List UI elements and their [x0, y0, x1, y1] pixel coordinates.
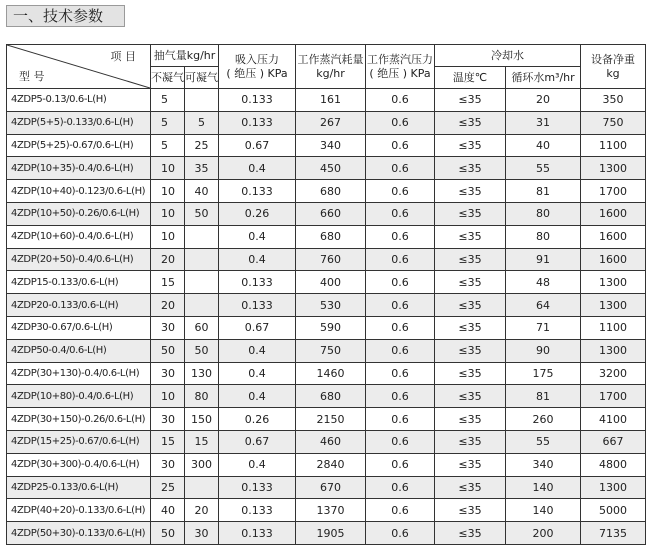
model-cell: 4ZDP(30+130)-0.4/0.6-L(H) — [7, 362, 151, 385]
model-cell: 4ZDP20-0.133/0.6-L(H) — [7, 294, 151, 317]
table-row — [7, 316, 646, 339]
condensable-cell — [185, 294, 219, 317]
steam-pressure-cell: 0.6 — [366, 180, 435, 203]
steam-pressure-label: 工作蒸汽压力 — [367, 52, 433, 66]
table-row — [7, 339, 646, 362]
net-weight-cell: 1100 — [581, 134, 646, 157]
inlet-pressure-cell: 0.4 — [219, 339, 296, 362]
circulating-water-cell: 64 — [506, 294, 581, 317]
table-body — [7, 89, 646, 545]
non-condensable-cell: 20 — [151, 294, 185, 317]
model-cell: 4ZDP(10+80)-0.4/0.6-L(H) — [7, 385, 151, 408]
non-condensable-cell: 10 — [151, 180, 185, 203]
net-weight-header — [581, 45, 646, 89]
temperature-cell: ≤35 — [435, 89, 506, 112]
circulating-water-cell: 55 — [506, 430, 581, 453]
steam-pressure-cell: 0.6 — [366, 476, 435, 499]
circulating-water-cell: 260 — [506, 408, 581, 431]
steam-pressure-cell: 0.6 — [366, 316, 435, 339]
steam-pressure-header — [366, 45, 435, 89]
non-condensable-cell: 30 — [151, 362, 185, 385]
inlet-pressure-cell: 0.133 — [219, 271, 296, 294]
non-condensable-cell: 10 — [151, 225, 185, 248]
circulating-water-cell: 40 — [506, 134, 581, 157]
non-condensable-cell: 5 — [151, 111, 185, 134]
circulating-water-cell: 81 — [506, 180, 581, 203]
temperature-cell: ≤35 — [435, 339, 506, 362]
steam-pressure-cell: 0.6 — [366, 134, 435, 157]
circulating-water-cell: 31 — [506, 111, 581, 134]
steam-pressure-cell: 0.6 — [366, 522, 435, 545]
temperature-cell: ≤35 — [435, 134, 506, 157]
condensable-cell: 50 — [185, 202, 219, 225]
circulating-water-cell: 175 — [506, 362, 581, 385]
condensable-cell: 5 — [185, 111, 219, 134]
table-row — [7, 408, 646, 431]
non-condensable-cell: 50 — [151, 339, 185, 362]
temperature-header: 温度℃ — [435, 67, 506, 89]
steam-pressure-cell: 0.6 — [366, 157, 435, 180]
inlet-pressure-cell: 0.133 — [219, 180, 296, 203]
temperature-cell: ≤35 — [435, 225, 506, 248]
section-title: 一、技术参数 — [6, 5, 125, 27]
table-row — [7, 202, 646, 225]
condensable-cell: 25 — [185, 134, 219, 157]
steam-consumption-cell: 670 — [296, 476, 366, 499]
steam-consumption-cell: 680 — [296, 180, 366, 203]
net-weight-cell: 1100 — [581, 316, 646, 339]
table-row — [7, 89, 646, 112]
net-weight-cell: 7135 — [581, 522, 646, 545]
table-row — [7, 271, 646, 294]
inlet-pressure-cell: 0.67 — [219, 430, 296, 453]
steam-pressure-cell: 0.6 — [366, 111, 435, 134]
condensable-cell — [185, 89, 219, 112]
condensable-cell — [185, 225, 219, 248]
steam-consumption-cell: 2840 — [296, 453, 366, 476]
steam-pressure-cell: 0.6 — [366, 453, 435, 476]
table-row — [7, 385, 646, 408]
steam-consumption-cell: 267 — [296, 111, 366, 134]
net-weight-cell: 1700 — [581, 385, 646, 408]
model-cell: 4ZDP50-0.4/0.6-L(H) — [7, 339, 151, 362]
net-weight-cell: 1600 — [581, 248, 646, 271]
table-row — [7, 453, 646, 476]
model-cell: 4ZDP(15+25)-0.67/0.6-L(H) — [7, 430, 151, 453]
steam-pressure-cell: 0.6 — [366, 225, 435, 248]
condensable-cell: 300 — [185, 453, 219, 476]
inlet-pressure-cell: 0.26 — [219, 202, 296, 225]
temperature-cell: ≤35 — [435, 202, 506, 225]
non-condensable-cell: 50 — [151, 522, 185, 545]
net-weight-cell: 5000 — [581, 499, 646, 522]
inlet-pressure-cell: 0.133 — [219, 294, 296, 317]
table-row — [7, 522, 646, 545]
steam-pressure-cell: 0.6 — [366, 339, 435, 362]
non-condensable-cell: 15 — [151, 271, 185, 294]
inlet-pressure-cell: 0.133 — [219, 476, 296, 499]
circulating-water-cell: 48 — [506, 271, 581, 294]
steam-consumption-cell: 400 — [296, 271, 366, 294]
circulating-water-cell: 55 — [506, 157, 581, 180]
table-row — [7, 362, 646, 385]
model-cell: 4ZDP5-0.13/0.6-L(H) — [7, 89, 151, 112]
steam-pressure-cell: 0.6 — [366, 202, 435, 225]
steam-consumption-cell: 750 — [296, 339, 366, 362]
temperature-cell: ≤35 — [435, 180, 506, 203]
inlet-pressure-unit: ( 绝压 ) KPa — [226, 66, 288, 80]
inlet-pressure-cell: 0.67 — [219, 134, 296, 157]
steam-consumption-label: 工作蒸汽耗量 — [297, 52, 364, 66]
non-condensable-header: 不凝气 — [151, 67, 185, 89]
steam-pressure-cell: 0.6 — [366, 248, 435, 271]
condensable-cell: 130 — [185, 362, 219, 385]
steam-pressure-cell: 0.6 — [366, 430, 435, 453]
technical-parameters-table — [6, 44, 646, 545]
table-row — [7, 134, 646, 157]
non-condensable-cell: 25 — [151, 476, 185, 499]
non-condensable-cell: 5 — [151, 134, 185, 157]
temperature-cell: ≤35 — [435, 522, 506, 545]
temperature-cell: ≤35 — [435, 294, 506, 317]
temperature-cell: ≤35 — [435, 453, 506, 476]
condensable-cell — [185, 271, 219, 294]
temperature-cell: ≤35 — [435, 271, 506, 294]
steam-consumption-header — [296, 45, 366, 89]
net-weight-cell: 350 — [581, 89, 646, 112]
net-weight-cell: 4100 — [581, 408, 646, 431]
temperature-cell: ≤35 — [435, 362, 506, 385]
circulating-water-cell: 90 — [506, 339, 581, 362]
circulating-water-cell: 340 — [506, 453, 581, 476]
condensable-cell: 50 — [185, 339, 219, 362]
inlet-pressure-cell: 0.4 — [219, 157, 296, 180]
circulating-water-cell: 71 — [506, 316, 581, 339]
model-cell: 4ZDP(5+25)-0.67/0.6-L(H) — [7, 134, 151, 157]
circulating-water-cell: 140 — [506, 499, 581, 522]
inlet-pressure-cell: 0.133 — [219, 522, 296, 545]
table-row — [7, 430, 646, 453]
net-weight-label: 设备净重 — [591, 52, 635, 66]
circulating-water-cell: 80 — [506, 202, 581, 225]
table-row — [7, 157, 646, 180]
model-cell: 4ZDP(10+35)-0.4/0.6-L(H) — [7, 157, 151, 180]
steam-consumption-cell: 760 — [296, 248, 366, 271]
steam-consumption-cell: 680 — [296, 385, 366, 408]
steam-consumption-cell: 1905 — [296, 522, 366, 545]
temperature-cell: ≤35 — [435, 430, 506, 453]
steam-pressure-cell: 0.6 — [366, 89, 435, 112]
temperature-cell: ≤35 — [435, 248, 506, 271]
steam-consumption-cell: 340 — [296, 134, 366, 157]
model-cell: 4ZDP(40+20)-0.133/0.6-L(H) — [7, 499, 151, 522]
inlet-pressure-header — [219, 45, 296, 89]
non-condensable-cell: 20 — [151, 248, 185, 271]
circulating-water-cell: 81 — [506, 385, 581, 408]
temperature-cell: ≤35 — [435, 157, 506, 180]
circulating-water-cell: 80 — [506, 225, 581, 248]
inlet-pressure-label: 吸入压力 — [235, 52, 279, 66]
steam-consumption-cell: 1460 — [296, 362, 366, 385]
table-row — [7, 225, 646, 248]
inlet-pressure-cell: 0.4 — [219, 362, 296, 385]
net-weight-cell: 1700 — [581, 180, 646, 203]
condensable-cell: 40 — [185, 180, 219, 203]
net-weight-cell: 1300 — [581, 157, 646, 180]
temperature-cell: ≤35 — [435, 316, 506, 339]
non-condensable-cell: 30 — [151, 316, 185, 339]
net-weight-cell: 1300 — [581, 294, 646, 317]
steam-pressure-cell: 0.6 — [366, 385, 435, 408]
table-row — [7, 499, 646, 522]
steam-consumption-cell: 660 — [296, 202, 366, 225]
non-condensable-cell: 5 — [151, 89, 185, 112]
net-weight-cell: 1600 — [581, 225, 646, 248]
table-row — [7, 476, 646, 499]
non-condensable-cell: 40 — [151, 499, 185, 522]
non-condensable-cell: 10 — [151, 202, 185, 225]
net-weight-cell: 4800 — [581, 453, 646, 476]
suction-header: 抽气量kg/hr — [151, 45, 219, 67]
table-row — [7, 111, 646, 134]
net-weight-unit: kg — [606, 66, 620, 80]
circulating-water-cell: 200 — [506, 522, 581, 545]
table-row — [7, 248, 646, 271]
model-cell: 4ZDP(5+5)-0.133/0.6-L(H) — [7, 111, 151, 134]
table-row — [7, 180, 646, 203]
condensable-cell: 15 — [185, 430, 219, 453]
item-header: 项 目 — [110, 50, 136, 63]
non-condensable-cell: 15 — [151, 430, 185, 453]
steam-consumption-cell: 590 — [296, 316, 366, 339]
inlet-pressure-cell: 0.4 — [219, 385, 296, 408]
net-weight-cell: 1600 — [581, 202, 646, 225]
inlet-pressure-cell: 0.133 — [219, 89, 296, 112]
inlet-pressure-cell: 0.133 — [219, 499, 296, 522]
model-cell: 4ZDP(10+50)-0.26/0.6-L(H) — [7, 202, 151, 225]
temperature-cell: ≤35 — [435, 499, 506, 522]
temperature-cell: ≤35 — [435, 408, 506, 431]
steam-consumption-cell: 530 — [296, 294, 366, 317]
table-row — [7, 294, 646, 317]
diagonal-header-cell — [7, 45, 151, 89]
net-weight-cell: 1300 — [581, 476, 646, 499]
model-cell: 4ZDP(30+300)-0.4/0.6-L(H) — [7, 453, 151, 476]
model-cell: 4ZDP(50+30)-0.133/0.6-L(H) — [7, 522, 151, 545]
condensable-cell: 35 — [185, 157, 219, 180]
inlet-pressure-cell: 0.67 — [219, 316, 296, 339]
model-cell: 4ZDP25-0.133/0.6-L(H) — [7, 476, 151, 499]
condensable-cell: 20 — [185, 499, 219, 522]
condensable-cell: 80 — [185, 385, 219, 408]
net-weight-cell: 750 — [581, 111, 646, 134]
inlet-pressure-cell: 0.133 — [219, 111, 296, 134]
model-header: 型 号 — [19, 70, 45, 83]
steam-consumption-cell: 460 — [296, 430, 366, 453]
inlet-pressure-cell: 0.26 — [219, 408, 296, 431]
model-cell: 4ZDP(20+50)-0.4/0.6-L(H) — [7, 248, 151, 271]
steam-pressure-cell: 0.6 — [366, 362, 435, 385]
steam-consumption-cell: 161 — [296, 89, 366, 112]
circulating-water-cell: 91 — [506, 248, 581, 271]
temperature-cell: ≤35 — [435, 111, 506, 134]
net-weight-cell: 1300 — [581, 339, 646, 362]
circulating-water-cell: 20 — [506, 89, 581, 112]
inlet-pressure-cell: 0.4 — [219, 248, 296, 271]
inlet-pressure-cell: 0.4 — [219, 225, 296, 248]
circulating-water-header: 循环水m³/hr — [506, 67, 581, 89]
non-condensable-cell: 30 — [151, 453, 185, 476]
condensable-cell: 150 — [185, 408, 219, 431]
non-condensable-cell: 30 — [151, 408, 185, 431]
steam-pressure-cell: 0.6 — [366, 499, 435, 522]
model-cell: 4ZDP30-0.67/0.6-L(H) — [7, 316, 151, 339]
steam-consumption-cell: 450 — [296, 157, 366, 180]
circulating-water-cell: 140 — [506, 476, 581, 499]
model-cell: 4ZDP15-0.133/0.6-L(H) — [7, 271, 151, 294]
model-cell: 4ZDP(30+150)-0.26/0.6-L(H) — [7, 408, 151, 431]
non-condensable-cell: 10 — [151, 385, 185, 408]
temperature-cell: ≤35 — [435, 385, 506, 408]
net-weight-cell: 3200 — [581, 362, 646, 385]
model-cell: 4ZDP(10+40)-0.123/0.6-L(H) — [7, 180, 151, 203]
model-cell: 4ZDP(10+60)-0.4/0.6-L(H) — [7, 225, 151, 248]
net-weight-cell: 1300 — [581, 271, 646, 294]
non-condensable-cell: 10 — [151, 157, 185, 180]
steam-pressure-cell: 0.6 — [366, 408, 435, 431]
steam-consumption-cell: 1370 — [296, 499, 366, 522]
steam-consumption-cell: 2150 — [296, 408, 366, 431]
inlet-pressure-cell: 0.4 — [219, 453, 296, 476]
steam-pressure-cell: 0.6 — [366, 271, 435, 294]
net-weight-cell: 667 — [581, 430, 646, 453]
cooling-water-header: 冷却水 — [435, 45, 581, 67]
steam-pressure-unit: ( 绝压 ) KPa — [369, 66, 431, 80]
condensable-cell — [185, 248, 219, 271]
temperature-cell: ≤35 — [435, 476, 506, 499]
steam-pressure-cell: 0.6 — [366, 294, 435, 317]
condensable-cell: 60 — [185, 316, 219, 339]
condensable-cell — [185, 476, 219, 499]
steam-consumption-cell: 680 — [296, 225, 366, 248]
steam-consumption-unit: kg/hr — [316, 66, 345, 80]
condensable-header: 可凝气 — [185, 67, 219, 89]
condensable-cell: 30 — [185, 522, 219, 545]
